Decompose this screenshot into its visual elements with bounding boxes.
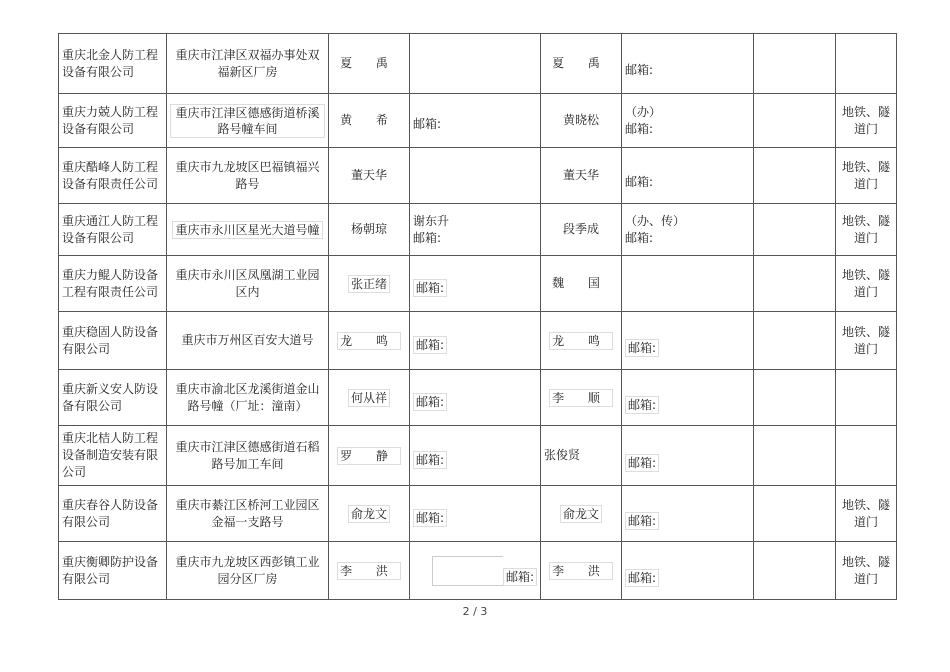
table-body xyxy=(59,34,897,600)
address-cell xyxy=(167,148,329,204)
company-cell xyxy=(59,542,167,600)
extra-cell xyxy=(754,486,836,542)
address-cell xyxy=(167,426,329,486)
legal-cell xyxy=(329,426,410,486)
manager-cell xyxy=(541,256,622,312)
manager-contact-cell xyxy=(622,486,754,542)
scope-cell xyxy=(836,486,897,542)
scope-text: 地铁、隧道门 xyxy=(841,497,890,529)
address-cell xyxy=(167,542,329,600)
manager-note: （办） xyxy=(625,104,662,119)
scope-cell xyxy=(836,256,897,312)
scope-cell xyxy=(836,148,897,204)
manager-cell xyxy=(541,94,622,148)
address-cell xyxy=(167,34,329,94)
manager-cell xyxy=(541,486,622,542)
table-row xyxy=(59,370,897,426)
address-cell xyxy=(167,312,329,370)
table-row xyxy=(59,486,897,542)
company-name: 重庆北桔人防工程设备制造安装有限公司 xyxy=(62,431,159,479)
scope-text: 地铁、隧道门 xyxy=(841,554,890,586)
manager-name: 李 顺 xyxy=(549,389,613,407)
legal-name: 夏 禹 xyxy=(340,56,398,70)
manager-name: 魏 国 xyxy=(552,276,610,290)
manager-name: 段季成 xyxy=(562,222,599,236)
address-cell xyxy=(167,94,329,148)
company-cell xyxy=(59,148,167,204)
manager-contact-cell xyxy=(622,94,754,148)
legal-name: 董天华 xyxy=(350,168,387,182)
extra-cell xyxy=(754,312,836,370)
scope-cell xyxy=(836,542,897,600)
table-row xyxy=(59,256,897,312)
email-label: 邮箱: xyxy=(413,336,447,354)
address-text: 重庆市万州区百安大道号 xyxy=(181,333,314,347)
contact-cell xyxy=(410,312,541,370)
address-text: 重庆市九龙坡区西彭镇工业园分区厂房 xyxy=(175,554,320,586)
legal-cell xyxy=(329,370,410,426)
contact-cell xyxy=(410,94,541,148)
manager-contact-cell xyxy=(622,426,754,486)
email-label: 邮箱: xyxy=(625,175,654,189)
contact-cell xyxy=(410,542,541,600)
legal-name: 俞龙文 xyxy=(348,505,390,523)
company-name: 重庆北金人防工程设备有限公司 xyxy=(62,47,159,79)
table-row xyxy=(59,542,897,600)
contact-cell xyxy=(410,486,541,542)
manager-contact-cell xyxy=(622,148,754,204)
manager-name: 李 洪 xyxy=(549,562,613,580)
extra-cell xyxy=(754,542,836,600)
company-name: 重庆新义安人防设备有限公司 xyxy=(62,381,159,413)
scope-text: 地铁、隧道门 xyxy=(841,213,890,245)
contact-cell xyxy=(410,34,541,94)
scope-cell xyxy=(836,426,897,486)
extra-cell xyxy=(754,94,836,148)
manager-name: 张俊贤 xyxy=(544,448,581,462)
address-text: 重庆市綦江区桥河工业园区金福一支路号 xyxy=(175,497,320,529)
email-label: 邮箱: xyxy=(625,454,659,472)
scope-cell xyxy=(836,34,897,94)
email-label: 邮箱: xyxy=(413,393,447,411)
manager-contact-cell xyxy=(622,204,754,256)
manager-name: 龙 鸣 xyxy=(549,332,613,350)
manager-cell xyxy=(541,312,622,370)
manager-contact-cell xyxy=(622,34,754,94)
address-text: 重庆市江津区双福办事处双福新区厂房 xyxy=(175,47,320,79)
scope-cell xyxy=(836,204,897,256)
company-name: 重庆力鲲人防设备工程有限责任公司 xyxy=(62,267,159,299)
address-cell xyxy=(167,204,329,256)
table-row xyxy=(59,34,897,94)
address-text: 重庆市永川区星光大道号幢 xyxy=(172,221,322,239)
email-label: 邮箱: xyxy=(413,230,442,245)
contact-cell xyxy=(410,370,541,426)
contact-cell xyxy=(410,256,541,312)
manager-cell xyxy=(541,542,622,600)
scope-text: 地铁、隧道门 xyxy=(841,104,890,136)
legal-name: 黄 希 xyxy=(340,113,398,127)
scope-text: 地铁、隧道门 xyxy=(841,267,890,299)
manager-contact-cell xyxy=(622,542,754,600)
extra-cell xyxy=(754,370,836,426)
address-cell xyxy=(167,370,329,426)
manager-cell xyxy=(541,204,622,256)
table-row xyxy=(59,426,897,486)
manager-cell xyxy=(541,426,622,486)
legal-cell xyxy=(329,204,410,256)
address-cell xyxy=(167,486,329,542)
email-label: 邮箱: xyxy=(413,451,447,469)
manager-note: （办、传） xyxy=(625,213,686,228)
contact-cell xyxy=(410,204,541,256)
email-label: 邮箱: xyxy=(625,512,659,530)
email-label: 邮箱: xyxy=(625,569,659,587)
address-text: 重庆市江津区德感街道石稻路号加工车间 xyxy=(175,439,320,471)
scope-cell xyxy=(836,370,897,426)
company-cell xyxy=(59,256,167,312)
extra-cell xyxy=(754,148,836,204)
extra-cell xyxy=(754,426,836,486)
email-label: 邮箱: xyxy=(625,396,659,414)
legal-cell xyxy=(329,148,410,204)
extra-cell xyxy=(754,204,836,256)
manager-name: 俞龙文 xyxy=(560,505,602,523)
legal-name: 罗 静 xyxy=(337,447,401,465)
email-label: 邮箱: xyxy=(413,509,447,527)
legal-cell xyxy=(329,94,410,148)
page-number: 2 / 3 xyxy=(462,605,488,618)
email-label: 邮箱: xyxy=(413,279,447,297)
company-table xyxy=(58,33,897,600)
legal-cell xyxy=(329,542,410,600)
company-cell xyxy=(59,486,167,542)
legal-name: 龙 鸣 xyxy=(337,332,401,350)
company-cell xyxy=(59,34,167,94)
scope-cell xyxy=(836,312,897,370)
table-row xyxy=(59,312,897,370)
company-name: 重庆稳固人防设备有限公司 xyxy=(62,324,159,356)
table-row xyxy=(59,94,897,148)
table-row xyxy=(59,148,897,204)
email-label: 邮箱: xyxy=(625,339,659,357)
company-name: 重庆衡卿防护设备有限公司 xyxy=(62,554,159,586)
manager-contact-cell xyxy=(622,370,754,426)
manager-name: 黄晓松 xyxy=(562,113,599,127)
legal-cell xyxy=(329,312,410,370)
legal-name: 李 洪 xyxy=(337,562,401,580)
legal-name: 杨朝琼 xyxy=(350,222,387,236)
company-cell xyxy=(59,370,167,426)
email-label: 邮箱: xyxy=(625,230,654,245)
company-name: 重庆春谷人防设备有限公司 xyxy=(62,497,159,529)
email-label: 邮箱: xyxy=(625,63,654,77)
legal-name: 何从祥 xyxy=(348,389,390,407)
address-text: 重庆市永川区凤凰湖工业园区内 xyxy=(175,267,320,299)
contact-cell xyxy=(410,426,541,486)
manager-name: 董天华 xyxy=(562,168,599,182)
address-text: 重庆市九龙坡区巴福镇福兴路号 xyxy=(175,159,320,191)
company-name: 重庆酷峰人防工程设备有限责任公司 xyxy=(62,159,159,191)
company-cell xyxy=(59,426,167,486)
address-cell xyxy=(167,256,329,312)
blank-box xyxy=(432,556,503,586)
email-label: 邮箱: xyxy=(503,568,537,586)
address-text: 重庆市渝北区龙溪街道金山路号幢（厂址：潼南） xyxy=(175,381,320,413)
legal-name: 张正绪 xyxy=(348,275,390,293)
manager-cell xyxy=(541,34,622,94)
scope-cell xyxy=(836,94,897,148)
contact-name: 谢东升 xyxy=(413,213,450,228)
legal-cell xyxy=(329,256,410,312)
manager-name: 夏 禹 xyxy=(552,56,610,70)
company-cell xyxy=(59,204,167,256)
company-name: 重庆力兢人防工程设备有限公司 xyxy=(62,104,159,136)
scope-text: 地铁、隧道门 xyxy=(841,159,890,191)
legal-cell xyxy=(329,34,410,94)
legal-cell xyxy=(329,486,410,542)
manager-contact-cell xyxy=(622,256,754,312)
table-row xyxy=(59,204,897,256)
company-cell xyxy=(59,94,167,148)
extra-cell xyxy=(754,256,836,312)
email-label: 邮箱: xyxy=(625,121,654,136)
company-name: 重庆通江人防工程设备有限公司 xyxy=(62,213,159,245)
extra-cell xyxy=(754,34,836,94)
email-label: 邮箱: xyxy=(413,117,442,131)
company-cell xyxy=(59,312,167,370)
manager-contact-cell xyxy=(622,312,754,370)
manager-cell xyxy=(541,148,622,204)
manager-cell xyxy=(541,370,622,426)
scope-text: 地铁、隧道门 xyxy=(841,324,890,356)
contact-cell xyxy=(410,148,541,204)
address-text: 重庆市江津区德感街道桥溪路号幢车间 xyxy=(170,104,325,138)
